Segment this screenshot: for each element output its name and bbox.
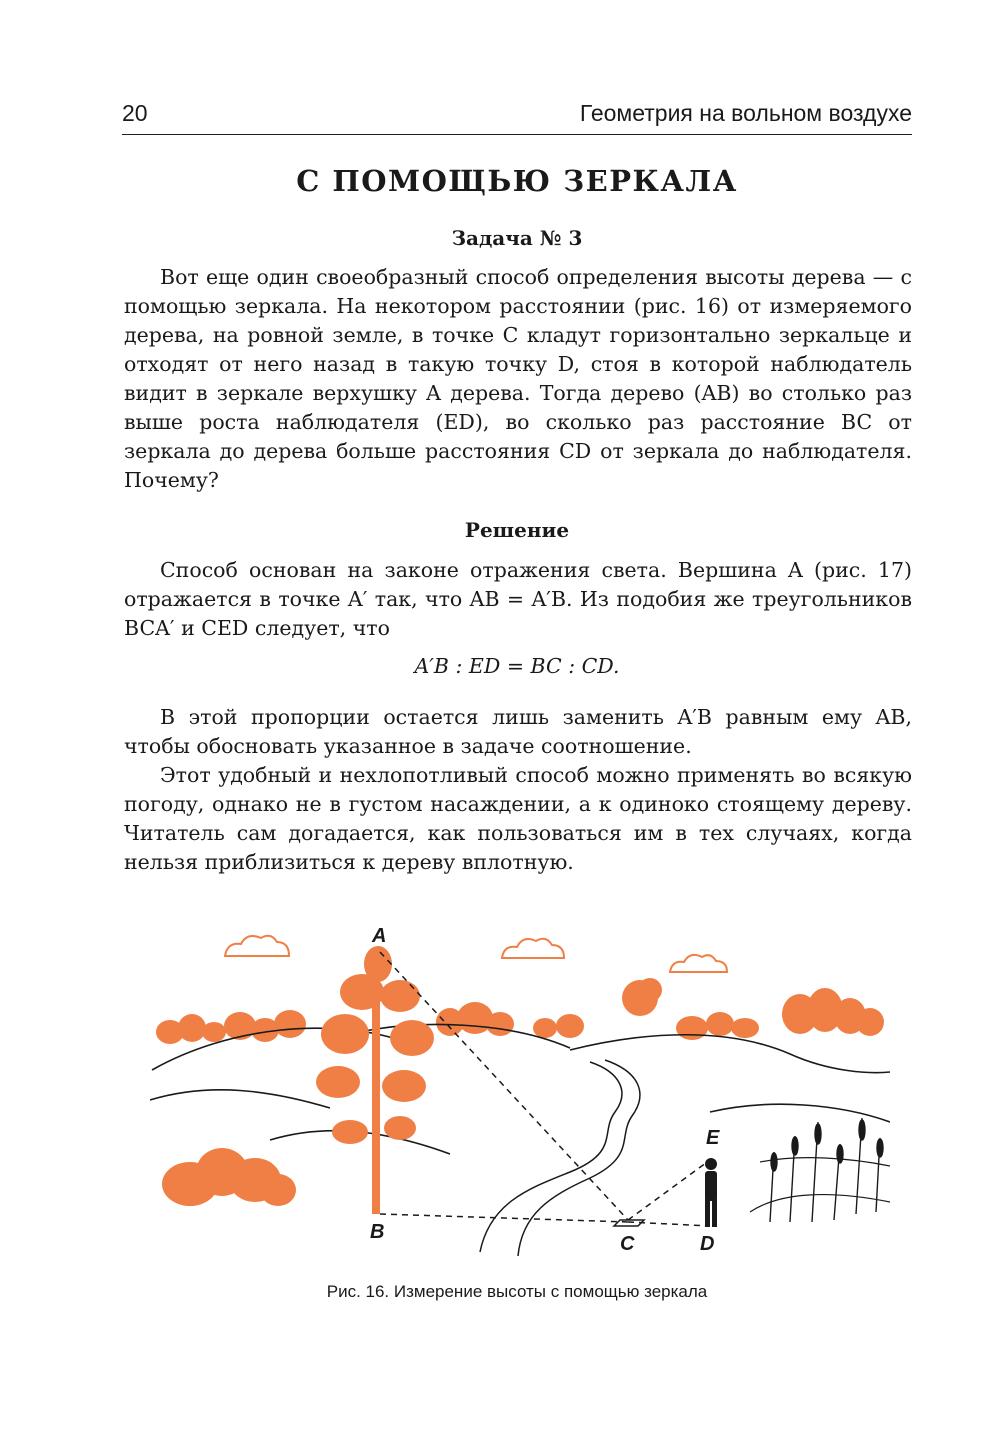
figure-caption: Рис. 16. Измерение высоты с помощью зеркала [326, 1282, 708, 1301]
task-heading: Задача № 3 [451, 226, 583, 250]
running-title: Геометрия на вольном воздухе [579, 100, 912, 126]
solution-paragraph-1: Способ основан на законе отражения света. Вершина A (рис. 17) отражается в точке A′ так, что AB = A′B. Из подобия же треугольников BCA′ и CED следует, что [124, 558, 912, 640]
proportion-formula: A′B : ED = BC : CD. [414, 654, 620, 678]
label-e: E [706, 1127, 720, 1149]
measured-tree [316, 946, 434, 1214]
solution-paragraph-3: Этот удобный и нехлопотливый способ можно применять во всякую погоду, однако не в густом насаждении, а к одиноко стоящему дереву. Читатель сам догадается, как пользоваться им в тех случаях, когда нельзя приблизиться к дереву вплотную. [124, 763, 912, 874]
section-title: С ПОМОЩЬЮ ЗЕРКАЛА [296, 164, 738, 198]
header-rule [122, 134, 912, 135]
label-c: C [620, 1233, 635, 1255]
label-d: D [700, 1233, 715, 1255]
solution-paragraph-2: В этой пропорции остается лишь заменить A′B равным ему AB, чтобы обосновать указанное в задаче соотношение. [124, 705, 912, 758]
page-header [122, 98, 912, 134]
marsh-reeds [770, 1118, 883, 1222]
observer-silhouette [705, 1158, 717, 1227]
hills [150, 1025, 890, 1154]
task-paragraph: Вот еще один своеобразный способ определения высоты дерева — с помощью зеркала. На некотором расстоянии (рис. 16) от измеряемого дерева, на ровной земле, в точке C кладут горизонтально зеркальце и отходят от него назад в такую точку D, стоя в которой наблюдатель видит в зеркале верхушку A дерева. Тогда дерево (AB) во столько раз выше роста наблюдателя (ED), во сколько раз расстояние BC от зеркала до дерева больше расстояния CD от зеркала до наблюдателя. Почему? [124, 265, 912, 492]
distant-groves [156, 978, 884, 1044]
page-number: 20 [122, 100, 148, 126]
cloud-right [670, 955, 727, 972]
label-b: B [370, 1221, 385, 1243]
orange-bush [162, 1148, 296, 1206]
label-a: A [372, 925, 387, 947]
solution-heading: Решение [464, 518, 570, 542]
cloud-center [502, 939, 564, 958]
mirror-measurement-illustration [150, 922, 890, 1267]
cloud-left [225, 936, 289, 956]
